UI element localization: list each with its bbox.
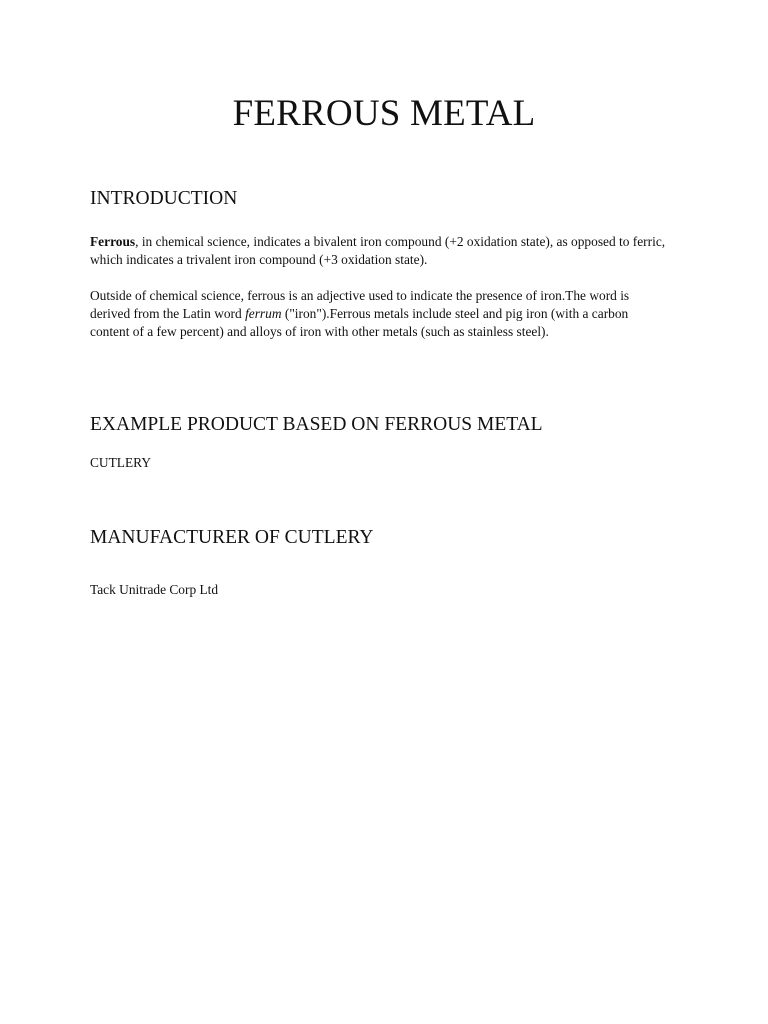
- paragraph-2-text-after: ("iron").Ferrous metals include steel and pig iron (with a carbon content of a few percent) and alloys of iron with other metals (such as stainless steel).: [90, 306, 629, 339]
- manufacturer-heading: MANUFACTURER OF CUTLERY: [90, 527, 374, 548]
- paragraph-2-text-before: Outside of chemical science, ferrous is an adjective used to indicate the presence of iron.The word is derived from the Latin word: [90, 288, 630, 321]
- introduction-paragraph-2: [90, 287, 670, 341]
- example-product-heading: EXAMPLE PRODUCT BASED ON FERROUS METAL: [90, 414, 543, 435]
- ferrous-term: Ferrous: [90, 234, 136, 249]
- introduction-heading: INTRODUCTION: [90, 188, 238, 209]
- latin-word: ferrum: [245, 306, 282, 321]
- document-title: FERROUS METAL: [232, 93, 536, 134]
- manufacturer-name: Tack Unitrade Corp Ltd: [90, 582, 219, 597]
- introduction-paragraph-1: [90, 233, 670, 269]
- paragraph-1-text: , in chemical science, indicates a bivalent iron compound (+2 oxidation state), as opposed to ferric, which indicates a trivalent iron compound (+3 oxidation state).: [90, 234, 666, 267]
- example-product-text: CUTLERY: [90, 455, 152, 470]
